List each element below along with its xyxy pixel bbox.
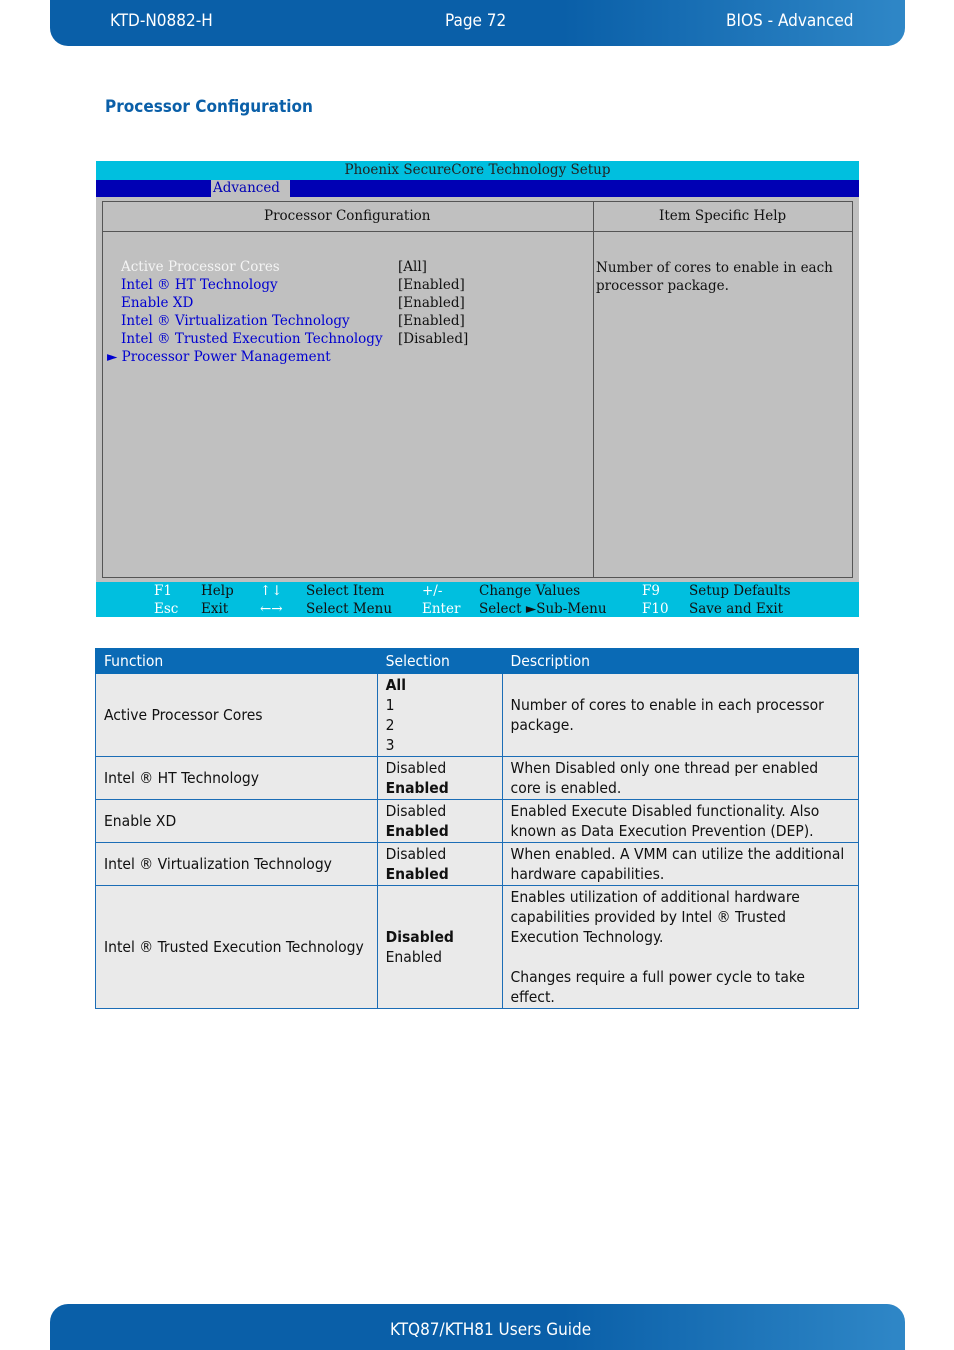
col-description: Description — [502, 649, 858, 674]
panel-title: Processor Configuration — [264, 208, 431, 224]
selection-cell — [377, 843, 502, 886]
bios-keybar — [96, 582, 859, 617]
selection-cell — [377, 674, 502, 757]
tab-advanced[interactable]: Advanced — [211, 180, 290, 197]
chapter-title: BIOS - Advanced — [726, 11, 854, 31]
bios-value-ht[interactable]: [Enabled] — [398, 277, 465, 293]
help-title: Item Specific Help — [659, 208, 787, 224]
selection-cell — [377, 886, 502, 1009]
selection-cell — [377, 757, 502, 800]
selection-option: 1 — [385, 696, 395, 714]
selection-option: Disabled — [385, 845, 447, 863]
col-selection: Selection — [377, 649, 502, 674]
description-text: Enables utilization of additional hardware capabilities provided by Intel ® Trusted Execution Technology. — [510, 888, 800, 946]
page-header — [50, 0, 905, 46]
options-table — [95, 648, 859, 1009]
table-row — [96, 886, 859, 1009]
bios-title: Phoenix SecureCore Technology Setup — [96, 161, 859, 180]
bios-item-vt[interactable]: Intel ® Virtualization Technology — [121, 313, 350, 329]
selection-option: 2 — [385, 716, 395, 734]
bios-value-xd[interactable]: [Enabled] — [398, 295, 465, 311]
selection-cell — [377, 800, 502, 843]
key-esc: Esc — [154, 601, 179, 617]
table-row — [96, 800, 859, 843]
selection-option: Enabled — [385, 822, 449, 840]
selection-option: Disabled — [385, 759, 447, 777]
description-cell: Enabled Execute Disabled functionality. Also known as Data Execution Prevention (DEP). — [502, 800, 858, 843]
bios-item-active-cores[interactable]: Active Processor Cores — [121, 259, 280, 275]
key-submenu-label: Select ►Sub-Menu — [479, 601, 607, 617]
selection-option: Disabled — [385, 802, 447, 820]
description-cell: When Disabled only one thread per enabled core is enabled. — [502, 757, 858, 800]
key-enter: Enter — [422, 601, 461, 617]
selection-option: Enabled — [385, 779, 449, 797]
selection-option: Enabled — [385, 948, 442, 966]
panel-divider — [593, 202, 594, 577]
key-change-values-label: Change Values — [479, 583, 581, 599]
page-number: Page 72 — [445, 11, 507, 31]
function-cell: Enable XD — [96, 800, 378, 843]
key-f1-label: Help — [201, 583, 234, 599]
selection-option: All — [385, 676, 406, 694]
table-row — [96, 757, 859, 800]
col-function: Function — [96, 649, 378, 674]
selection-option: 3 — [385, 736, 395, 754]
key-select-menu-label: Select Menu — [306, 601, 393, 617]
description-cell — [502, 886, 858, 1009]
bios-item-xd[interactable]: Enable XD — [121, 295, 194, 311]
key-setup-defaults-label: Setup Defaults — [689, 583, 791, 599]
key-leftright-icon: ←→ — [260, 601, 283, 617]
footer-title: KTQ87/KTH81 Users Guide — [390, 1320, 592, 1340]
table-row — [96, 843, 859, 886]
doc-code: KTD-N0882-H — [110, 11, 213, 31]
bios-menubar — [96, 180, 859, 197]
bios-value-vt[interactable]: [Enabled] — [398, 313, 465, 329]
bios-value-active-cores[interactable]: [All] — [398, 259, 427, 275]
bios-screenshot — [96, 161, 859, 617]
bios-item-power-mgmt[interactable]: ► Processor Power Management — [107, 349, 331, 365]
key-updown-icon: ↑↓ — [260, 583, 283, 599]
page-footer — [50, 1304, 905, 1350]
selection-option: Enabled — [385, 865, 449, 883]
bios-value-txt[interactable]: [Disabled] — [398, 331, 469, 347]
function-cell: Intel ® Trusted Execution Technology — [96, 886, 378, 1009]
key-f1: F1 — [154, 583, 172, 599]
bios-item-txt[interactable]: Intel ® Trusted Execution Technology — [121, 331, 383, 347]
bios-panel — [102, 201, 853, 578]
key-exit-label: Exit — [201, 601, 229, 617]
key-plusminus: +/- — [422, 583, 443, 599]
section-title: Processor Configuration — [105, 97, 313, 117]
bios-item-ht[interactable]: Intel ® HT Technology — [121, 277, 278, 293]
key-save-exit-label: Save and Exit — [689, 601, 784, 617]
selection-option: Disabled — [385, 928, 454, 946]
table-header-row — [96, 649, 859, 674]
description-cell: When enabled. A VMM can utilize the additional hardware capabilities. — [502, 843, 858, 886]
description-cell: Number of cores to enable in each processor package. — [502, 674, 858, 757]
function-cell: Intel ® HT Technology — [96, 757, 378, 800]
bios-help-text: Number of cores to enable in each processor package. — [596, 260, 833, 294]
panel-header-line — [103, 231, 852, 232]
table-row — [96, 674, 859, 757]
description-note: Changes require a full power cycle to take effect. — [510, 968, 805, 1006]
key-f10: F10 — [642, 601, 669, 617]
key-select-item-label: Select Item — [306, 583, 385, 599]
function-cell: Intel ® Virtualization Technology — [96, 843, 378, 886]
key-f9: F9 — [642, 583, 660, 599]
function-cell: Active Processor Cores — [96, 674, 378, 757]
